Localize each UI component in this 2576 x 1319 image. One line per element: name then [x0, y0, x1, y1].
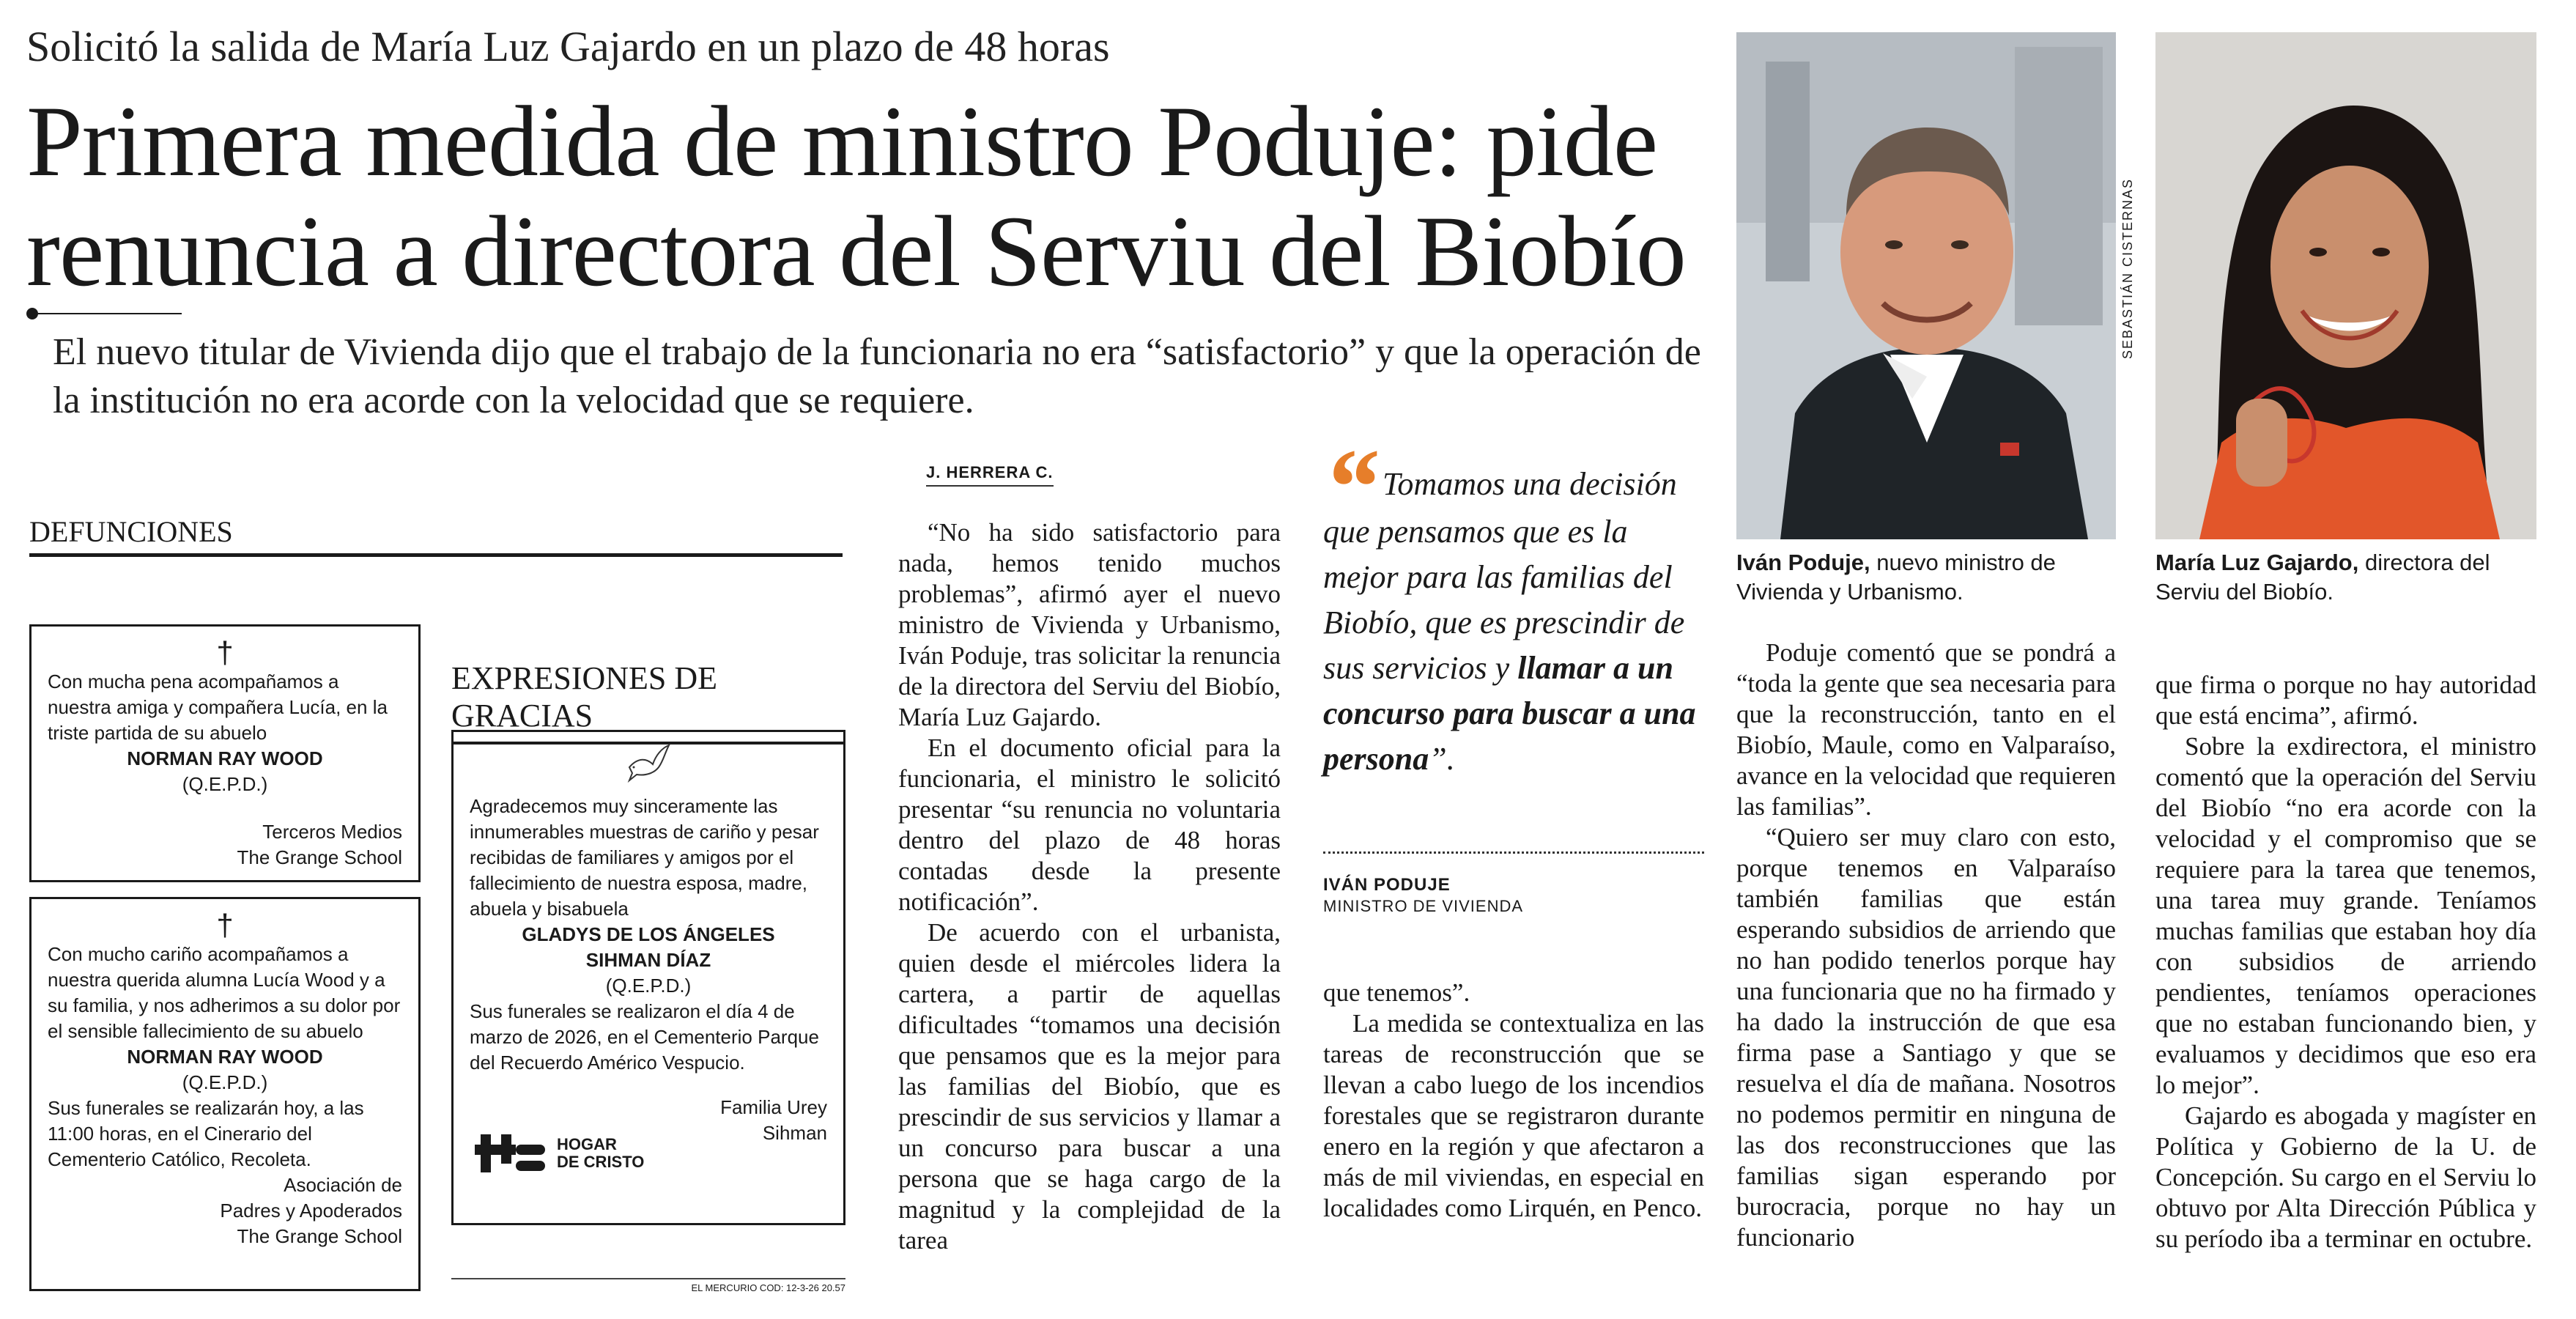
dove-icon [470, 742, 827, 794]
caption-name: Iván Poduje, [1736, 550, 1870, 575]
photo-caption-2 [2155, 548, 2536, 607]
qepd: (Q.E.P.D.) [182, 773, 268, 795]
caption-text: nuevo ministro de Vivienda y Urbanismo. [1736, 550, 2056, 605]
divider-line [38, 313, 182, 314]
obituary-notice-1 [29, 624, 421, 882]
quote-text: Tomamos una decisión que pensamos que es la mejor para las familias del Biobío, que es prescindir de sus servicios y [1323, 466, 1685, 686]
quote-text-bold: llamar a un concurso para buscar a una persona [1323, 650, 1696, 777]
paragraph: que firma o porque no hay autoridad que está encima”, afirmó. [2155, 670, 2536, 730]
cross-icon: † [216, 635, 234, 670]
signature-line: Sihman [762, 1122, 827, 1144]
paragraph: “Quiero ser muy claro con esto, porque tenemos en Valparaíso también familias que están esperando subsidios de arriendo que no han podido tenerlos porque hay una funcionaria que no ha firmado y ha dado la instrucción de que esa firma pase a Santiago y que se resuelva el día de mañana. Nosotros no podemos permitir en ninguna de las dos reconstrucciones que las familias sigan esperando por burocracia, porque no hay un funcionario [1736, 823, 2116, 1252]
qepd: (Q.E.P.D.) [605, 975, 692, 997]
paragraph: La medida se contextualiza en las tareas de reconstrucción que se llevan a cabo luego de los incendios forestales que se registraron durante enero en la región y que afectaron a más de mil viviendas, en especial en localidades como Lirquén, en Penco. [1323, 1009, 1704, 1222]
defunciones-heading: DEFUNCIONES [29, 514, 843, 557]
paragraph: En el documento oficial para la funcionaria, el ministro le solicitó presentar “su renuncia no voluntaria dentro del plazo de 48 horas contadas desde la presente notificación”. [898, 734, 1281, 916]
divider-dot [26, 308, 38, 319]
paragraph: Gajardo es abogada y magíster en Política y Gobierno de la U. de Concepción. Su cargo en el Serviu lo obtuvo por Alta Dirección Pública y su período iba a terminar en octubre. [2155, 1101, 2536, 1253]
deceased-name: GLADYS DE LOS ÁNGELES [522, 923, 775, 945]
notice-text: Con mucho cariño acompañamos a nuestra querida alumna Lucía Wood y a su familia, y nos adherimos a su dolor por el sensible fallecimiento de su abuelo [48, 943, 401, 1042]
hogar-logo-icon [475, 1131, 548, 1175]
paragraph: que tenemos”. [1323, 978, 1470, 1007]
quote-divider [1323, 851, 1704, 854]
article-column-2 [1323, 978, 1704, 1224]
quote-author-role: MINISTRO DE VIVIENDA [1323, 897, 1524, 915]
photo-credit: SEBASTIÁN CISTERNAS [2120, 177, 2135, 359]
funeral-info: Sus funerales se realizarán hoy, a las 11:00 horas, en el Cinerario del Cementerio Católico, Recoleta. [48, 1097, 364, 1170]
pull-quote [1323, 426, 1704, 782]
signature-line: Familia Urey [720, 1096, 827, 1118]
footer-code: EL MERCURIO COD: 12-3-26 20.57 [451, 1278, 845, 1293]
byline: J. HERRERA C. [926, 463, 1054, 487]
quote-author: IVÁN PODUJE [1323, 875, 1451, 895]
deceased-name: SIHMAN DÍAZ [585, 949, 711, 971]
hogar-name-line: DE CRISTO [557, 1153, 645, 1171]
headline: Primera medida de ministro Poduje: pide renuncia a directora del Serviu del Biobío [26, 85, 1686, 307]
gracias-heading: EXPRESIONES DE GRACIAS [451, 660, 845, 745]
caption-name: María Luz Gajardo, [2155, 550, 2359, 575]
caption-text: directora del Serviu del Biobío. [2155, 550, 2490, 605]
article-column-4 [2155, 670, 2536, 1255]
signature-line: Terceros Medios [262, 821, 402, 843]
signature-line: The Grange School [237, 1225, 402, 1247]
article-column-1 [898, 517, 1281, 1256]
gracias-text: Agradecemos muy sinceramente las innumerables muestras de cariño y pesar recibidas de familiares y amigos por el fallecimiento de nuestra esposa, madre, abuela y bisabuela [470, 795, 819, 920]
photo-caption-1 [1736, 548, 2116, 607]
kicker: Solicitó la salida de María Luz Gajardo en un plazo de 48 horas [26, 23, 1110, 70]
qepd: (Q.E.P.D.) [182, 1071, 268, 1093]
notice-text: Con mucha pena acompañamos a nuestra amiga y compañera Lucía, en la triste partida de su abuelo [48, 670, 388, 744]
photo-ivan-poduje [1736, 32, 2116, 539]
signature-line: The Grange School [237, 846, 402, 868]
paragraph: De acuerdo con el urbanista, quien desde el miércoles lidera la cartera, a partir de aquellas dificultades “tomamos una decisión que pensamos que es la mejor para las familias del Biobío, que es prescindir de sus servicios y llamar a un concurso para buscar a una persona que se haga cargo de la magnitud y la complejidad de la tarea [898, 918, 1281, 1255]
signature-line: Padres y Apoderados [220, 1200, 402, 1222]
photo-maria-luz-gajardo [2155, 32, 2536, 539]
paragraph: Sobre la exdirectora, el ministro comentó que la operación del Serviu del Biobío “no era acorde con la velocidad y el compromiso que se requiere para la tarea que tenemos, una tarea muy grande. Teníamos muchas familias que estaban hoy día con subsidios de arriendo pendientes, teníamos operaciones que no estaban funcionando bien, y evaluamos y decidimos que eso era lo mejor”. [2155, 732, 2536, 1099]
deceased-name: NORMAN RAY WOOD [127, 747, 323, 769]
deck: El nuevo titular de Vivienda dijo que el trabajo de la funcionaria no era “satisfactorio” y que la operación de la institución no era acorde con la velocidad que se requiere. [53, 331, 1701, 421]
deceased-name: NORMAN RAY WOOD [127, 1046, 323, 1068]
paragraph: “No ha sido satisfactorio para nada, hemos tenido muchos problemas”, afirmó ayer el nuevo ministro de Vivienda y Urbanismo, Iván Poduje, tras solicitar la renuncia de la directora del Serviu del Biobío, María Luz Gajardo. [898, 518, 1281, 731]
hogar-name-line: HOGAR [557, 1135, 617, 1153]
quote-mark-icon: “ [1323, 426, 1378, 548]
quote-text-end: ”. [1429, 741, 1455, 777]
funeral-info: Sus funerales se realizaron el día 4 de marzo de 2026, en el Cementerio Parque del Recuerdo Américo Vespucio. [470, 1000, 819, 1074]
signature-line: Asociación de [284, 1174, 402, 1196]
hogar-de-cristo-logo [475, 1131, 644, 1175]
article-column-3 [1736, 638, 2116, 1253]
obituary-notice-2 [29, 897, 421, 1291]
paragraph: Poduje comentó que se pondrá a “toda la gente que sea necesaria para que la reconstrucción, tanto en el Biobío, Maule, como en Valparaíso, avance en la velocidad que requieren las familias”. [1736, 638, 2116, 821]
cross-icon: † [216, 908, 234, 942]
